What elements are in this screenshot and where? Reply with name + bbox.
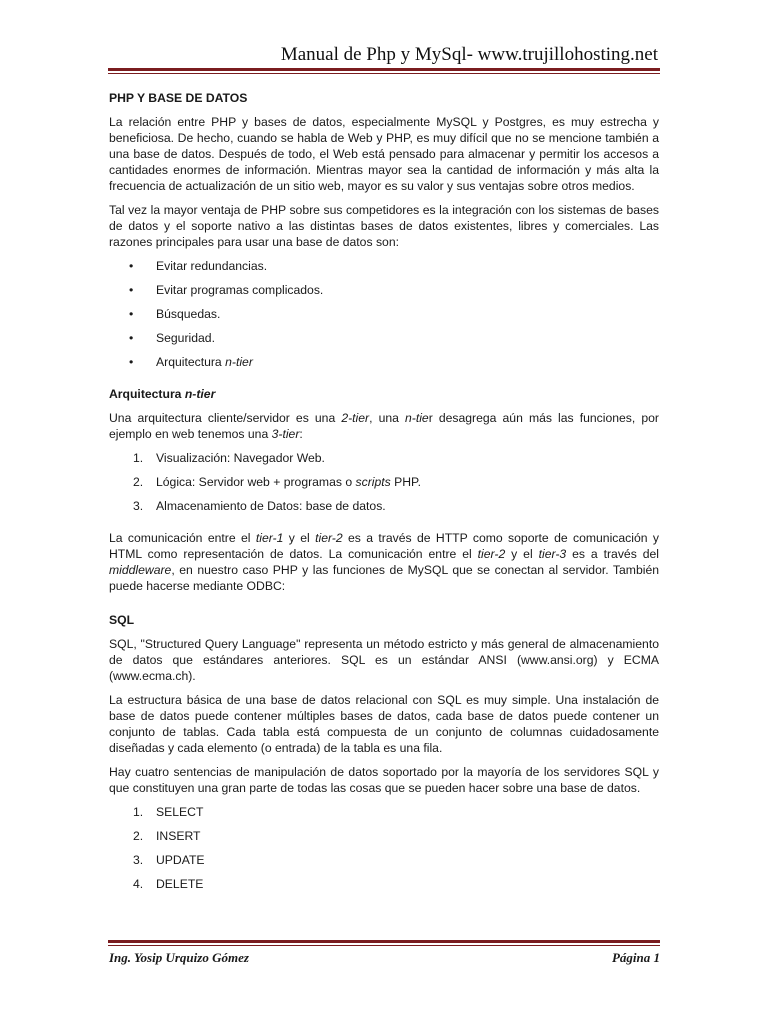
- bullet-icon: •: [129, 283, 134, 297]
- paragraph-advantages: Tal vez la mayor ventaja de PHP sobre sus competidores es la integración con los sistemas de bases de datos y el soporte nativo a las distintas bases de datos existentes, libres y comerciales. Las razones principales para usar una base de datos son:: [109, 203, 659, 249]
- header-title: Manual de Php y MySql- www.trujillohosting.net: [280, 44, 658, 65]
- paragraph-ntier: Una arquitectura cliente/servidor es una 2-tier, una n-tier desagrega aún más las funciones, por ejemplo en web tenemos una 3-tier:: [109, 411, 659, 441]
- list-item: • Evitar programas complicados.: [129, 283, 324, 297]
- bullet-icon: •: [129, 259, 134, 273]
- header-rule-thin: [108, 73, 660, 74]
- paragraph-communication: La comunicación entre el tier-1 y el tier-2 es a través de HTTP como soporte de comunicación y HTML como representación de datos. La comunicación entre el tier-2 y el tier-3 es a través del middleware, en nuestro caso PHP y las funciones de MySQL que se conectan al servidor. También puede hacerse mediante ODBC:: [109, 531, 659, 593]
- paragraph-sql-statements: Hay cuatro sentencias de manipulación de datos soportado por la mayoría de los servidores SQL y que constituyen una gran parte de todas las cosas que se pueden hacer sobre una base de datos.: [109, 765, 659, 795]
- bullet-icon: •: [129, 307, 134, 321]
- section-heading-ntier: Arquitectura n-tier: [109, 387, 216, 401]
- bullet-icon: •: [129, 355, 134, 369]
- list-item: • Evitar redundancias.: [129, 259, 268, 273]
- list-item: • Seguridad.: [129, 331, 215, 345]
- list-item: 2. INSERT: [133, 829, 201, 843]
- paragraph-sql-structure: La estructura básica de una base de datos relacional con SQL es muy simple. Una instalación de base de datos puede contener múltiples bases de datos, cada base de datos puede contener un conjunto de tablas. Cada tabla está compuesta de un conjunto de columnas cuidadosamente diseñadas y cada elemento (o entrada) de la tabla es una fila.: [109, 693, 659, 755]
- section-heading-sql: SQL: [109, 613, 135, 627]
- list-item: 4. DELETE: [133, 877, 204, 891]
- list-item: 3. Almacenamiento de Datos: base de datos.: [133, 499, 386, 513]
- bullet-icon: •: [129, 331, 134, 345]
- paragraph-intro: La relación entre PHP y bases de datos, especialmente MySQL y Postgres, es muy estrecha y beneficiosa. De hecho, cuando se habla de Web y PHP, es muy difícil que no se mencione también a una base de datos. Después de todo, el Web está pensado para almacenar y permitir los accesos a cantidades enormes de información. Mientras mayor sea la cantidad de información y más alta la frecuencia de actualización de un sitio web, mayor es su valor y sus ventajas sobre otros medios.: [109, 115, 659, 193]
- tiers-list: [109, 450, 659, 522]
- footer-rule-thin: [108, 945, 660, 946]
- page-content: [109, 90, 659, 908]
- footer-author: Ing. Yosip Urquizo Gómez: [109, 950, 249, 965]
- list-item: • Arquitectura n-tier: [129, 355, 253, 369]
- footer-page-number: Página 1: [611, 950, 660, 965]
- list-item: • Búsquedas.: [129, 307, 221, 321]
- list-item: 2. Lógica: Servidor web + programas o scripts PHP.: [133, 475, 421, 489]
- footer-rule-thick: [108, 940, 660, 943]
- sql-statements-list: [109, 804, 659, 900]
- paragraph-sql-definition: SQL, "Structured Query Language" representa un método estricto y más general de almacenamiento de datos que estándares anteriores. SQL es un estándar ANSI (www.ansi.org) y ECMA (www.ecma.ch).: [109, 637, 659, 683]
- header-rule-thick: [108, 68, 660, 71]
- list-item: 1. SELECT: [133, 805, 204, 819]
- list-item: 3. UPDATE: [133, 853, 205, 867]
- reasons-list: [109, 258, 659, 378]
- page-heading: PHP Y BASE DE DATOS: [109, 91, 248, 105]
- list-item: 1. Visualización: Navegador Web.: [133, 451, 325, 465]
